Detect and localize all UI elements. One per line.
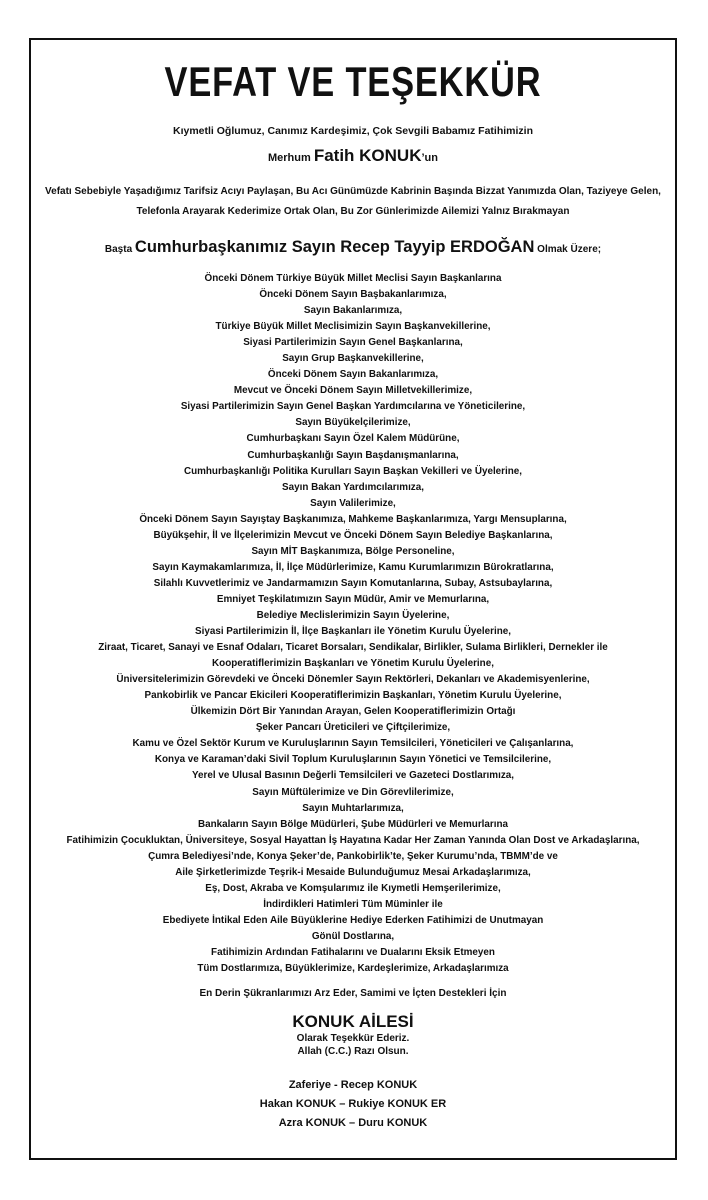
family-name: KONUK AİLESİ — [292, 1012, 414, 1032]
list-item: Emniyet Teşkilatımızın Sayın Müdür, Amir ve Memurlarına, — [216, 593, 490, 605]
list-item: İndirdikleri Hatimleri Tüm Müminler ile — [263, 898, 443, 910]
condolence-line: Telefonla Arayarak Kederimize Ortak Olan, Bu Zor Günlerimizde Ailemizi Yalnız Bırakmayan — [136, 206, 570, 217]
list-item: Ziraat, Ticaret, Sanayi ve Esnaf Odaları, Ticaret Borsaları, Sendikalar, Birlikler, Sulama Birlikleri, Dernekler ile — [98, 642, 608, 654]
condolence-paragraph — [29, 182, 677, 222]
list-item: Sayın Bakanlarımıza, — [303, 305, 403, 317]
list-item: Belediye Meclislerimizin Sayın Üyelerine, — [256, 609, 450, 621]
thanks-block — [29, 1032, 677, 1058]
list-item: Fatihimizin Çocukluktan, Üniversiteye, Sosyal Hayattan İş Hayatına Kadar Her Zaman Yanında Olan Dost ve Arkadaşlarına, — [66, 834, 640, 846]
president-suffix: Olmak Üzere; — [537, 244, 602, 255]
deceased-suffix: ’un — [421, 152, 438, 164]
list-item: Sayın Bakan Yardımcılarımıza, — [282, 481, 424, 493]
thanks-list — [29, 271, 677, 977]
list-item: Gönül Dostlarına, — [311, 930, 395, 942]
list-item: Mevcut ve Önceki Dönem Sayın Milletvekillerimize, — [233, 385, 473, 397]
list-item: Sayın Müftülerimize ve Din Görevlilerimize, — [252, 786, 454, 798]
list-item: Sayın Büyükelçilerimize, — [295, 417, 411, 429]
list-item: Tüm Dostlarımıza, Büyüklerimize, Kardeşlerimize, Arkadaşlarımıza — [197, 963, 509, 975]
list-item: Sayın Muhtarlarımıza, — [302, 802, 404, 814]
list-item: Siyasi Partilerimizin Sayın Genel Başkanlarına, — [243, 337, 463, 349]
list-item: Sayın Grup Başkanvekillerine, — [282, 353, 424, 365]
signers-block — [29, 1076, 677, 1133]
list-item: Ebediyete İntikal Eden Aile Büyüklerine Hediye Ederken Fatihimizi de Unutmayan — [162, 914, 544, 926]
president-name: Cumhurbaşkanımız Sayın Recep Tayyip ERDOĞAN — [134, 238, 535, 256]
list-item: Sayın Valilerimize, — [310, 497, 396, 509]
list-item: Siyasi Partilerimizin İl, İlçe Başkanları ile Yönetim Kurulu Üyelerine, — [195, 626, 511, 638]
deceased-line — [29, 146, 677, 168]
list-item: Büyükşehir, İl ve İlçelerimizin Mevcut ve Önceki Dönem Sayın Belediye Başkanlarına, — [153, 529, 553, 541]
list-item: Yerel ve Ulusal Basının Değerli Temsilcileri ve Gazeteci Dostlarımıza, — [192, 770, 514, 782]
list-item: Konya ve Karaman’daki Sivil Toplum Kuruluşlarının Sayın Yönetici ve Temsilcilerine, — [154, 754, 552, 766]
president-prefix: Başta — [104, 244, 133, 255]
list-item: Sayın MİT Başkanımıza, Bölge Personeline, — [251, 545, 455, 557]
list-item: Siyasi Partilerimizin Sayın Genel Başkan Yardımcılarına ve Yöneticilerine, — [180, 401, 526, 413]
deceased-prefix: Merhum — [267, 152, 311, 164]
list-item: Cumhurbaşkanlığı Sayın Başdanışmanlarına, — [247, 449, 459, 461]
list-item: Önceki Dönem Sayın Sayıştay Başkanımıza, Mahkeme Başkanlarımıza, Yargı Mensuplarına, — [139, 513, 567, 525]
intro-line: Kıymetli Oğlumuz, Canımız Kardeşimiz, Çok Sevgili Babamız Fatihimizin — [173, 125, 533, 137]
list-item: Fatihimizin Ardından Fatihalarını ve Dualarını Eksik Etmeyen — [211, 946, 495, 958]
list-item: Eş, Dost, Akraba ve Komşularımız ile Kıymetli Hemşerilerimize, — [205, 882, 501, 894]
list-item: Çumra Belediyesi’nde, Konya Şeker’de, Pankobirlik’te, Şeker Kurumu’nda, TBMM’de ve — [148, 850, 558, 862]
list-item: Silahlı Kuvvetlerimiz ve Jandarmamızın Sayın Komutanlarına, Subay, Astsubaylarına, — [153, 577, 553, 589]
deceased-name: Fatih KONUK — [313, 146, 422, 165]
list-item: Üniversitelerimizin Görevdeki ve Önceki Dönemler Sayın Rektörleri, Dekanları ve Akademisyenlerine, — [116, 674, 590, 686]
list-item: Sayın Kaymakamlarımıza, İl, İlçe Müdürlerimize, Kamu Kurumlarımızın Bürokratlarına, — [152, 561, 554, 573]
list-item: Önceki Dönem Sayın Başbakanlarımıza, — [259, 289, 447, 301]
list-item: Pankobirlik ve Pancar Ekicileri Kooperatiflerimizin Başkanları, Yönetim Kurulu Üyelerine, — [144, 690, 562, 702]
list-item: Önceki Dönem Sayın Bakanlarımıza, — [267, 369, 439, 381]
list-item: Şeker Pancarı Üreticileri ve Çiftçilerimize, — [255, 722, 451, 734]
signer-line: Zaferiye - Recep KONUK — [288, 1079, 418, 1092]
condolence-line: Vefatı Sebebiyle Yaşadığımız Tarifsiz Acıyı Paylaşan, Bu Acı Günümüzde Kabrinin Başında Bizzat Yanımızda Olan, Taziyeye Gelen, — [45, 186, 661, 197]
signer-line: Hakan KONUK – Rukiye KONUK ER — [259, 1098, 447, 1111]
notice-title: VEFAT VE TEŞEKKÜR — [164, 58, 542, 105]
list-item: Kamu ve Özel Sektör Kurum ve Kuruluşlarının Sayın Temsilcileri, Yöneticileri ve Çalışanlarına, — [132, 738, 574, 750]
thanks-line: Olarak Teşekkür Ederiz. — [296, 1033, 410, 1045]
closing-line: En Derin Şükranlarımızı Arz Eder, Samimi ve İçten Destekleri İçin — [199, 988, 507, 1000]
list-item: Önceki Dönem Türkiye Büyük Millet Meclisi Sayın Başkanlarına — [204, 273, 502, 284]
list-item: Cumhurbaşkanlığı Politika Kurulları Sayın Başkan Vekilleri ve Üyelerine, — [183, 465, 523, 477]
notice-content — [29, 38, 677, 1133]
president-line — [29, 235, 677, 262]
list-item: Bankaların Sayın Bölge Müdürleri, Şube Müdürleri ve Memurlarına — [197, 818, 509, 830]
thanks-line: Allah (C.C.) Razı Olsun. — [297, 1046, 409, 1058]
list-item: Kooperatiflerimizin Başkanları ve Yönetim Kurulu Üyelerine, — [212, 658, 494, 670]
list-item: Cumhurbaşkanı Sayın Özel Kalem Müdürüne, — [246, 433, 460, 445]
list-item: Türkiye Büyük Millet Meclisimizin Sayın Başkanvekillerine, — [215, 321, 491, 333]
signer-line: Azra KONUK – Duru KONUK — [278, 1117, 428, 1130]
list-item: Ülkemizin Dört Bir Yanından Arayan, Gelen Kooperatiflerimizin Ortağı — [190, 706, 516, 718]
list-item: Aile Şirketlerimizde Teşrik-i Mesaide Bulunduğumuz Mesai Arkadaşlarımıza, — [175, 866, 531, 878]
